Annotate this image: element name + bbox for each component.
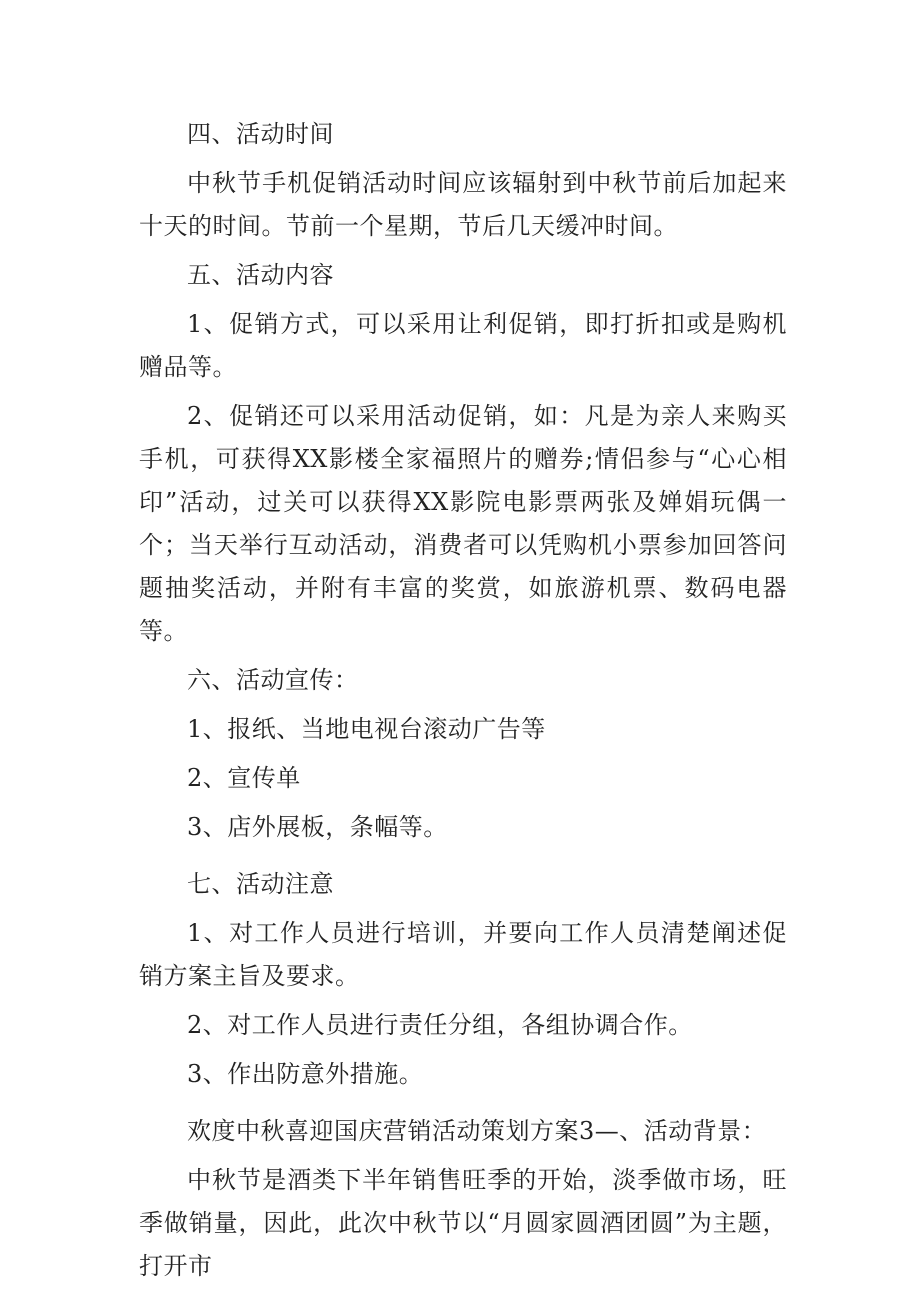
section-heading-publicity: 六、活动宣传： bbox=[187, 666, 359, 694]
list-item-publicity-2: 2、宣传单 bbox=[187, 764, 301, 792]
list-item-publicity-1: 1、报纸、当地电视台滚动广告等 bbox=[187, 715, 546, 743]
list-item-notes-2: 2、对工作人员进行责任分组，各组协调合作。 bbox=[187, 1011, 693, 1039]
paragraph-promotion-method: 1、促销方式，可以采用让利促销，即打折扣或是购机赠品等。 bbox=[139, 310, 787, 381]
section-heading-activity-content: 五、活动内容 bbox=[187, 261, 334, 289]
paragraph-activity-time: 中秋节手机促销活动时间应该辐射到中秋节前后加起来十天的时间。节前一个星期，节后几天缓冲时间。 bbox=[139, 169, 787, 240]
list-item-notes-1: 1、对工作人员进行培训，并要向工作人员清楚阐述促销方案主旨及要求。 bbox=[139, 919, 787, 990]
paragraph-activity-promotion: 2、促销还可以采用活动促销，如：凡是为亲人来购买手机，可获得XX影楼全家福照片的赠券;情侣参与“心心相印”活动，过关可以获得XX影院电影票两张及婵娟玩偶一个；当天举行互动活动，消费者可以凭购机小票参加回答问题抽奖活动，并附有丰富的奖赏，如旅游机票、数码电器等。 bbox=[139, 402, 787, 645]
section-heading-activity-time: 四、活动时间 bbox=[187, 120, 334, 148]
plan-title-background: 欢度中秋喜迎国庆营销活动策划方案3—、活动背景： bbox=[187, 1117, 767, 1145]
paragraph-background: 中秋节是酒类下半年销售旺季的开始，淡季做市场，旺季做销量，因此，此次中秋节以“月圆家圆酒团圆”为主题，打开市 bbox=[139, 1166, 787, 1280]
list-item-notes-3: 3、作出防意外措施。 bbox=[187, 1060, 424, 1088]
section-heading-notes: 七、活动注意 bbox=[187, 870, 334, 898]
list-item-publicity-3: 3、店外展板，条幅等。 bbox=[187, 813, 448, 841]
document-body bbox=[139, 113, 787, 1294]
